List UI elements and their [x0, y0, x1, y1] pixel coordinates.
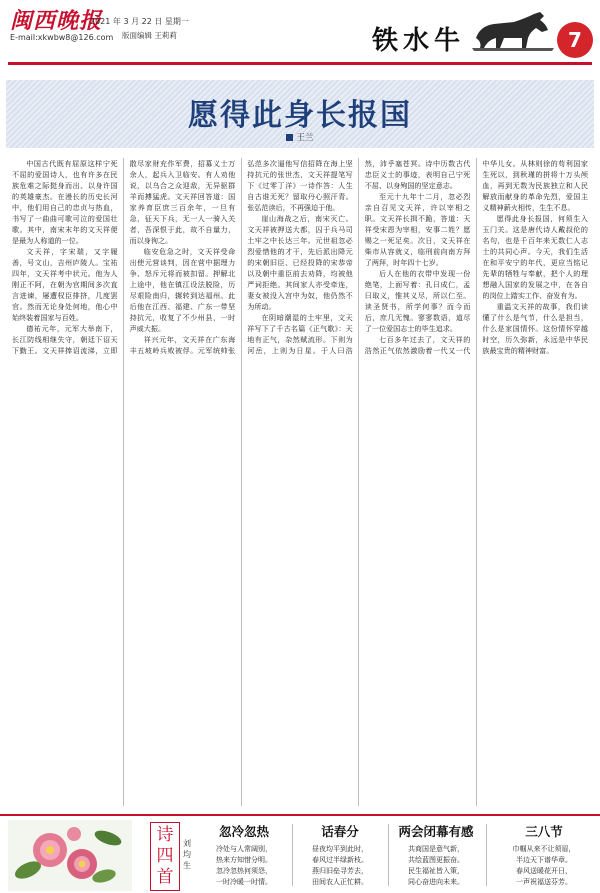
poetry-section	[0, 814, 600, 893]
poem-line: 春风过半绿新枝。	[312, 856, 368, 864]
poem	[204, 822, 284, 888]
feature-article	[0, 66, 600, 814]
poem-title: 话春分	[321, 824, 359, 839]
article-author: 王兰	[296, 133, 314, 143]
article-paragraph: 后人在他的衣带中发现一份绝笔，上面写着：孔曰成仁，孟曰取义，惟其义尽，所以仁至。读圣贤书，所学何事？而今而后，庶几无愧。寥寥数语，道尽了一位爱国志士的毕生追求。	[364, 269, 471, 333]
article-paragraph: 重温文天祥的故事，我们读懂了什么是气节，什么是担当，什么是家国情怀。这份情怀穿越时空，历久弥新，永远是中华民族最宝贵的精神财富。	[482, 302, 588, 355]
iron-ox-sculpture-icon	[470, 8, 556, 52]
poem-line: 半边天下谱华章。	[516, 856, 572, 864]
article-headline: 愿得此身长报国	[188, 98, 412, 133]
masthead	[0, 0, 600, 62]
poem-line: 忽冷忽热何须怨，	[216, 867, 272, 875]
page-number-badge: 7	[557, 22, 593, 58]
poem-divider	[388, 824, 389, 886]
byline-marker-icon	[286, 134, 293, 141]
poem-line: 田间农人正忙耕。	[312, 878, 368, 886]
article-paragraph: 在阴暗潮湿的土牢里，文天祥写下了千古名篇《正气歌》：天地有正气，杂然赋流形。下则为河岳，上则为日星。于人曰浩然，沛乎塞苍冥。诗中历数古代忠臣义士的事迹，表明自己宁死不屈、以身殉国的坚定意志。	[247, 159, 471, 355]
poem-line: 春风送暖花开日，	[516, 867, 572, 875]
poem-line: 共绘蓝图更振奋。	[408, 856, 464, 864]
poem-line: 热来方知惜分明。	[216, 856, 272, 864]
contact-email: E-mail:xkwbw8@126.com	[10, 33, 114, 42]
article-paragraph: 临安危急之时，文天祥受命出使元营谈判，因在营中据理力争、怒斥元将而被扣留。押解北上途中，他在镇江设法脱险，历尽艰险南归，辗转到达福州。此后他在江西、福建、广东一带坚持抗元，收复了不少州县，一时声威大振。	[129, 247, 236, 333]
poem-line: 共商国是意气新，	[408, 845, 464, 853]
poem-line: 一时冷暖一时情。	[216, 878, 272, 886]
poem-divider	[486, 824, 487, 886]
article-paragraph: 文天祥，字宋瑞，又字履善，号文山，吉州庐陵人。宝祐四年，文天祥考中状元。他为人刚正不阿，在朝为官期间多次直言进谏，屡遭权臣排挤，几度罢官。然而无论身处何地，他心中始终装着国家与百姓。	[12, 247, 118, 322]
article-paragraph: 中国古代既有屈原这样宁死不屈的爱国诗人，也有许多在民族危难之际挺身而出、以身许国的英雄豪杰。在漫长的历史长河中，他们用自己的忠贞与热血，书写了一曲曲可歌可泣的爱国壮歌。其中，南宋末年的文天祥便是最为人称道的一位。	[12, 159, 118, 245]
article-paragraph: 德祐元年，元军大举南下，长江防线相继失守，朝廷下诏天下勤王。文天祥捧诏流涕，立即散尽家财充作军费，招募义士万余人，起兵入卫临安。有人劝他说，以乌合之众迎敌，无异驱群羊而搏猛虎。文天祥回答道：国家养育臣庶三百余年，一旦有急，征天下兵，无一人一骑入关者，吾深恨于此，故不自量力，而以身徇之。	[12, 159, 236, 355]
article-byline	[0, 131, 600, 143]
article-paragraph: 至元十九年十二月，忽必烈亲自召见文天祥，许以宰相之职。文天祥长揖不跪，答道：天祥受宋恩为宰相，安事二姓？愿赐之一死足矣。次日，文天祥在柴市从容就义，临刑前向南方拜了两拜，时年四十七岁。	[364, 192, 471, 267]
poem-line: 冷处与人常阔别，	[216, 845, 272, 853]
poem	[300, 822, 380, 888]
article-paragraph: 祥兴元年，文天祥在广东海丰五坡岭兵败被俘。元军统帅张弘范多次逼他写信招降在海上坚持抗元的张世杰，文天祥提笔写下《过零丁洋》一诗作答：人生自古谁无死？留取丹心照汗青。张弘范读后，不再强迫于他。	[129, 159, 353, 355]
poem-line: 巾帼从来不让须眉，	[512, 845, 576, 853]
page-editor: 版面编辑 王莉莉	[122, 31, 177, 40]
poem-line: 同心奋进向未来。	[408, 878, 464, 886]
poem-title: 三八节	[525, 824, 563, 839]
section-title: 铁水牛	[372, 26, 466, 56]
poem	[396, 822, 476, 888]
poem-line: 一声祝福送芬芳。	[516, 878, 572, 886]
masthead-divider	[8, 62, 592, 65]
poem-line: 燕归旧垒寻芳去，	[312, 867, 368, 875]
poem	[496, 822, 592, 888]
poetry-author: 刘均生	[183, 839, 191, 870]
poem-line: 民生福祉皆入策，	[408, 867, 464, 875]
issue-date: 2021 年 3 月 22 日 星期一	[90, 17, 189, 26]
article-paragraph: 崖山海战之后，南宋灭亡。文天祥被押送大都，囚于兵马司土牢之中长达三年。元世祖忽必烈爱惜他的才干，先后派出降元的宋朝旧臣、已经投降的宋恭帝以及朝中重臣前去劝降，均被他严词拒绝。其间家人亦受牵连，妻女被没入宫中为奴，他仍然不为所动。	[247, 214, 353, 311]
article-body	[12, 158, 588, 806]
poem-title: 两会闭幕有感	[398, 824, 474, 839]
poem-title: 忽冷忽热	[218, 824, 269, 839]
article-paragraph: 愿得此身长报国，何须生入玉门关。这是唐代诗人戴叔伦的名句，也是千百年来无数仁人志士的共同心声。今天，我们生活在和平安宁的年代，更应当铭记先辈的牺牲与奉献，把个人的理想融入国家的发展之中，在各自的岗位上踏实工作、奋发有为。	[482, 214, 588, 300]
poetry-column-title: 诗四首	[150, 822, 180, 891]
newspaper-logo: 闽西晚报	[10, 8, 103, 34]
camellia-flower-illustration	[8, 820, 132, 891]
poem-line: 昼夜均平到此时，	[312, 845, 368, 853]
poem-divider	[292, 824, 293, 886]
article-paragraph: 七百多年过去了，文天祥的浩然正气依然激励着一代又一代中华儿女。从林则徐的苟利国家生死以，到秋瑾的拼将十万头颅血，再到无数为民族独立和人民解放而献身的革命先烈，爱国主义精神薪火相传，生生不息。	[364, 159, 588, 355]
